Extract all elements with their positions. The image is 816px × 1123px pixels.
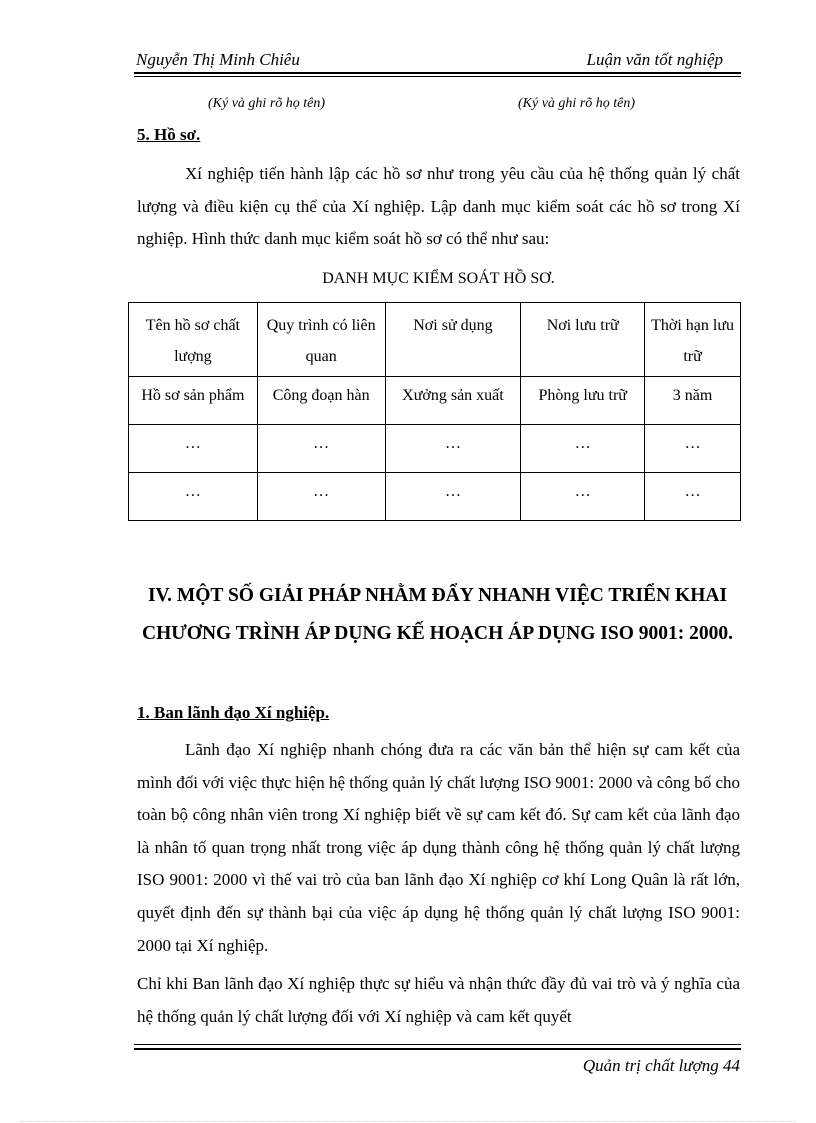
header-doc-type: Luận văn tốt nghiệp: [586, 50, 723, 69]
section5-paragraph-text: Xí nghiệp tiến hành lập các hồ sơ như trong yêu cầu của hệ thống quản lý chất lượng và điều kiện cụ thể của Xí nghiệp. Lập danh mục kiểm soát các hồ sơ trong Xí nghiệp. Hình thức danh mục kiểm soát hồ sơ có thể như sau:: [137, 164, 740, 249]
table-cell: …: [521, 473, 645, 521]
table-row: [129, 473, 741, 521]
footer-rule-thin: [134, 1044, 741, 1045]
table-cell: …: [257, 425, 385, 473]
page-bottom-border: [20, 1121, 796, 1122]
header-cell: Quy trình có liên quan: [257, 303, 385, 377]
subsection1-paragraph2: Chỉ khi Ban lãnh đạo Xí nghiệp thực sự hiểu và nhận thức đầy đủ vai trò và ý nghĩa của hệ thống quản lý chất lượng đối với Xí nghiệp và cam kết quyết: [137, 974, 740, 1026]
table-cell: …: [645, 473, 741, 521]
table-cell: …: [385, 425, 521, 473]
table-cell: Phòng lưu trữ: [521, 377, 645, 425]
subsection1-paragraph1-text: Lãnh đạo Xí nghiệp nhanh chóng đưa ra các văn bản thể hiện sự cam kết của mình đối với việc thực hiện hệ thống quản lý chất lượng ISO 9001: 2000 và công bố cho toàn bộ công nhân viên trong Xí nghiệp biết về sự cam kết đó. Sự cam kết của lãnh đạo là nhân tố quan trọng nhất trong việc áp dụng thành công hệ thống quản lý chất lượng ISO 9001: 2000 vì thế vai trò của ban lãnh đạo Xí nghiệp cơ khí Long Quân là rất lớn, quyết định đến sự thành bại của việc áp dụng hệ thống quản lý chất lượng ISO 9001: 2000 tại Xí nghiệp.: [137, 740, 740, 955]
table-cell: Xưởng sản xuất: [385, 377, 521, 425]
header-rule-thin: [134, 76, 741, 77]
table-row: [129, 377, 741, 425]
page-header: [134, 46, 741, 72]
signature-right: (Ký và ghi rõ họ tên): [518, 96, 636, 111]
header-author: Nguyễn Thị Minh Chiêu: [136, 50, 300, 69]
table-cell: Hồ sơ sản phẩm: [129, 377, 258, 425]
header-cell: Tên hồ sơ chất lượng: [129, 303, 258, 377]
table-title: DANH MỤC KIỂM SOÁT HỒ SƠ.: [322, 270, 555, 287]
records-table: [128, 302, 741, 521]
subsection1-title: 1. Ban lãnh đạo Xí nghiệp.: [137, 703, 330, 722]
table-row: [129, 425, 741, 473]
table-cell: …: [385, 473, 521, 521]
signature-left: (Ký và ghi rõ họ tên): [208, 96, 326, 111]
header-cell: Nơi lưu trữ: [521, 303, 645, 377]
section5-paragraph: [137, 158, 740, 256]
table-cell: …: [645, 425, 741, 473]
section5-title: 5. Hồ sơ.: [137, 125, 201, 144]
table-cell: …: [129, 473, 258, 521]
table-cell: …: [129, 425, 258, 473]
table-cell: 3 năm: [645, 377, 741, 425]
header-cell: Thời hạn lưu trữ: [645, 303, 741, 377]
header-cell: Nơi sử dụng: [385, 303, 521, 377]
footer-text: Quản trị chất lượng 44: [582, 1056, 740, 1075]
table-cell: Công đoạn hàn: [257, 377, 385, 425]
table-header-row: [129, 303, 741, 377]
header-rule-thick: [134, 72, 741, 74]
subsection1-paragraph1: [137, 734, 740, 962]
table-cell: …: [521, 425, 645, 473]
table-cell: …: [257, 473, 385, 521]
section4-heading: IV. MỘT SỐ GIẢI PHÁP NHẰM ĐẨY NHANH VIỆC TRIỂN KHAI CHƯƠNG TRÌNH ÁP DỤNG KẾ HOẠCH ÁP DỤNG ISO 9001: 2000.: [142, 585, 733, 644]
footer-rule-thick: [134, 1048, 741, 1050]
